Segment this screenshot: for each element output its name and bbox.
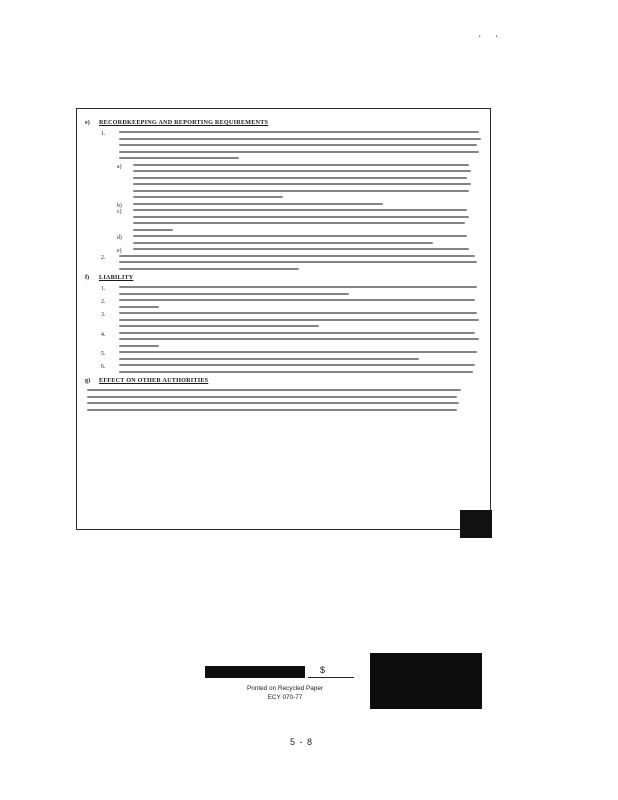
page-number: 5 - 8 bbox=[290, 737, 314, 747]
item-e1b: b) bbox=[119, 203, 485, 205]
scanned-document-page bbox=[76, 108, 491, 530]
item-e1a-text bbox=[133, 164, 485, 199]
recycled-paper-line1: Printed on Recycled Paper bbox=[246, 685, 324, 692]
section-f-letter: f) bbox=[85, 274, 90, 281]
signature-area bbox=[200, 660, 380, 720]
item-e1d: d) bbox=[119, 235, 485, 244]
section-g-heading bbox=[85, 377, 485, 389]
item-f4: 4. bbox=[103, 332, 485, 347]
signature-redaction bbox=[205, 666, 305, 678]
item-e1e: e) bbox=[119, 248, 485, 250]
signature-line bbox=[308, 677, 354, 678]
item-e2: 2. bbox=[103, 255, 485, 270]
redaction-block-right bbox=[370, 653, 482, 709]
item-e1: 1. bbox=[103, 131, 485, 159]
item-e1a: a) bbox=[119, 164, 485, 199]
recycled-paper-line2: ECY 070-77 bbox=[267, 694, 303, 701]
item-f5: 5. bbox=[103, 351, 485, 360]
item-e1-text bbox=[119, 131, 485, 159]
section-e-heading bbox=[85, 119, 485, 131]
item-f6: 6. bbox=[103, 364, 485, 373]
recycled-paper-note bbox=[230, 684, 340, 702]
item-f1: 1. bbox=[103, 286, 485, 295]
section-g-title: EFFECT ON OTHER AUTHORITIES bbox=[99, 377, 209, 384]
section-f-heading bbox=[85, 274, 485, 286]
section-f-title: LIABILITY bbox=[99, 274, 134, 281]
section-e-letter: e) bbox=[85, 119, 90, 126]
item-f2: 2. bbox=[103, 299, 485, 308]
section-g-text bbox=[87, 389, 485, 411]
document-content bbox=[85, 119, 485, 415]
section-g-letter: g) bbox=[85, 377, 91, 384]
corner-marks: . . bbox=[477, 30, 503, 40]
section-e-title: RECORDKEEPING AND REPORTING REQUIREMENTS bbox=[99, 119, 269, 126]
dollar-sign: $ bbox=[320, 665, 326, 675]
item-f3: 3. bbox=[103, 312, 485, 327]
redaction-block-side bbox=[460, 510, 492, 538]
item-e1c: c) bbox=[119, 209, 485, 231]
